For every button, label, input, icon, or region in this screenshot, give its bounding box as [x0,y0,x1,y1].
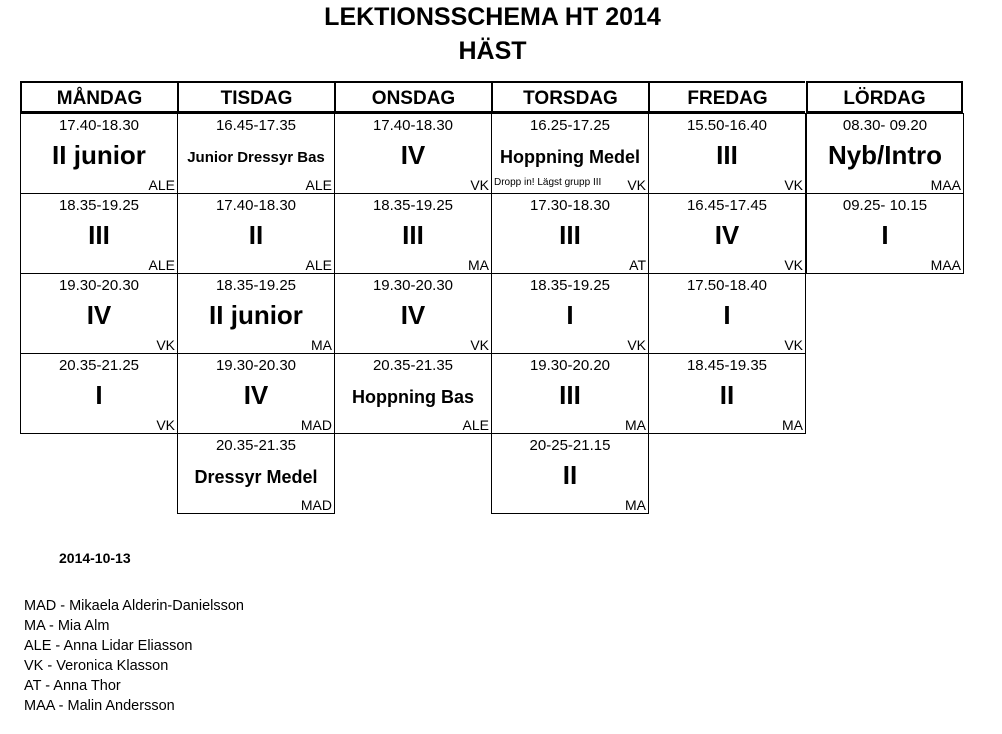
lesson-teacher: VK [156,417,175,433]
lesson-cell [491,433,649,514]
lesson-teacher: VK [156,337,175,353]
day-header: FREDAG [648,81,805,113]
lesson-cell [491,113,649,194]
lesson-time: 19.30-20.20 [529,357,611,374]
lesson-time: 18.35-19.25 [372,197,454,214]
lesson-time: 19.30-20.30 [215,357,297,374]
lesson-cell [177,273,335,354]
lesson-teacher: ALE [148,257,175,273]
lesson-teacher: ALE [148,177,175,193]
legend-item: ALE - Anna Lidar Eliasson [24,638,193,654]
lesson-cell [177,353,335,434]
lesson-teacher: MAA [930,257,961,273]
day-header: LÖRDAG [806,81,963,113]
lesson-teacher: VK [627,337,646,353]
lesson-teacher: VK [784,337,803,353]
lesson-group: Nyb/Intro [827,140,943,170]
lesson-teacher: MA [625,417,646,433]
lesson-group: Hoppning Medel [500,147,640,167]
lesson-group: III [716,140,738,170]
lesson-time: 20.35-21.35 [215,437,297,454]
legend-item: MA - Mia Alm [24,618,110,634]
lesson-time: 20.35-21.25 [58,357,140,374]
lesson-group: IV [86,300,112,330]
lesson-group: III [402,220,424,250]
lesson-group: IV [400,140,426,170]
lesson-time: 16.45-17.45 [686,197,768,214]
legend-item: VK - Veronica Klasson [24,658,169,674]
lesson-teacher: VK [784,257,803,273]
page-title: LEKTIONSSCHEMA HT 2014 [324,3,661,31]
lesson-cell [20,193,178,274]
lesson-group: II [248,220,264,250]
lesson-teacher: MA [782,417,803,433]
lesson-time: 18.35-19.25 [58,197,140,214]
lesson-group: I [566,300,574,330]
lesson-group: III [88,220,110,250]
lesson-cell [648,353,806,434]
teacher-legend [24,596,244,716]
lesson-cell [20,113,178,194]
legend-item: AT - Anna Thor [24,678,121,694]
lesson-time: 20-25-21.15 [529,437,611,454]
lesson-time: 17.40-18.30 [372,117,454,134]
lesson-teacher: MAA [930,177,961,193]
lesson-cell [648,193,806,274]
lesson-group: Hoppning Bas [352,387,474,407]
lesson-cell [177,433,335,514]
lesson-cell [20,353,178,434]
schedule-date: 2014-10-13 [59,550,131,566]
lesson-time: 20.35-21.35 [372,357,454,374]
lesson-cell [491,353,649,434]
lesson-group: IV [714,220,740,250]
lesson-cell [648,113,806,194]
lesson-teacher: AT [629,257,646,273]
lesson-group: III [559,220,581,250]
lesson-time: 17.40-18.30 [215,197,297,214]
lesson-group: III [559,380,581,410]
lesson-time: 18.35-19.25 [529,277,611,294]
lesson-teacher: MAD [300,417,332,433]
lesson-cell [177,113,335,194]
lesson-teacher: VK [627,177,646,193]
lesson-cell [334,353,492,434]
lesson-teacher: MA [311,337,332,353]
lesson-cell [648,273,806,354]
lesson-time: 19.30-20.30 [372,277,454,294]
lesson-time: 16.45-17.35 [215,117,297,134]
lesson-group: I [881,220,889,250]
day-header: ONSDAG [334,81,491,113]
lesson-group: II junior [52,140,146,170]
day-header: TISDAG [177,81,334,113]
lesson-cell [806,113,964,194]
lesson-cell [806,193,964,274]
lesson-time: 19.30-20.30 [58,277,140,294]
lesson-group: II junior [209,300,303,330]
lesson-group: I [95,380,103,410]
lesson-teacher: ALE [305,177,332,193]
legend-item: MAA - Malin Andersson [24,698,175,714]
lesson-group: II [562,460,578,490]
lesson-time: 18.35-19.25 [215,277,297,294]
day-header: TORSDAG [491,81,648,113]
lesson-time: 17.50-18.40 [686,277,768,294]
lesson-teacher: VK [784,177,803,193]
lesson-time: 09.25- 10.15 [842,197,928,214]
lesson-cell [177,193,335,274]
lesson-teacher: ALE [305,257,332,273]
day-header: MÅNDAG [20,81,177,113]
lesson-group: I [723,300,731,330]
lesson-cell [491,273,649,354]
legend-item: MAD - Mikaela Alderin-Danielsson [24,598,244,614]
lesson-note: Dropp in! Lägst grupp III [494,177,602,188]
lesson-time: 15.50-16.40 [686,117,768,134]
lesson-time: 08.30- 09.20 [842,117,928,134]
lesson-cell [334,273,492,354]
lesson-time: 17.30-18.30 [529,197,611,214]
lesson-teacher: MA [625,497,646,513]
lesson-time: 18.45-19.35 [686,357,768,374]
lesson-group: Junior Dressyr Bas [187,149,325,166]
lesson-teacher: VK [470,337,489,353]
lesson-teacher: MA [468,257,489,273]
lesson-teacher: MAD [300,497,332,513]
lesson-group: II [719,380,735,410]
lesson-cell [334,193,492,274]
lesson-time: 17.40-18.30 [58,117,140,134]
lesson-group: IV [243,380,269,410]
lesson-cell [334,113,492,194]
lesson-cell [491,193,649,274]
lesson-group: IV [400,300,426,330]
lesson-time: 16.25-17.25 [529,117,611,134]
lesson-teacher: VK [470,177,489,193]
lesson-group: Dressyr Medel [194,467,318,487]
page-subtitle: HÄST [458,37,527,65]
lesson-cell [20,273,178,354]
lesson-teacher: ALE [462,417,489,433]
